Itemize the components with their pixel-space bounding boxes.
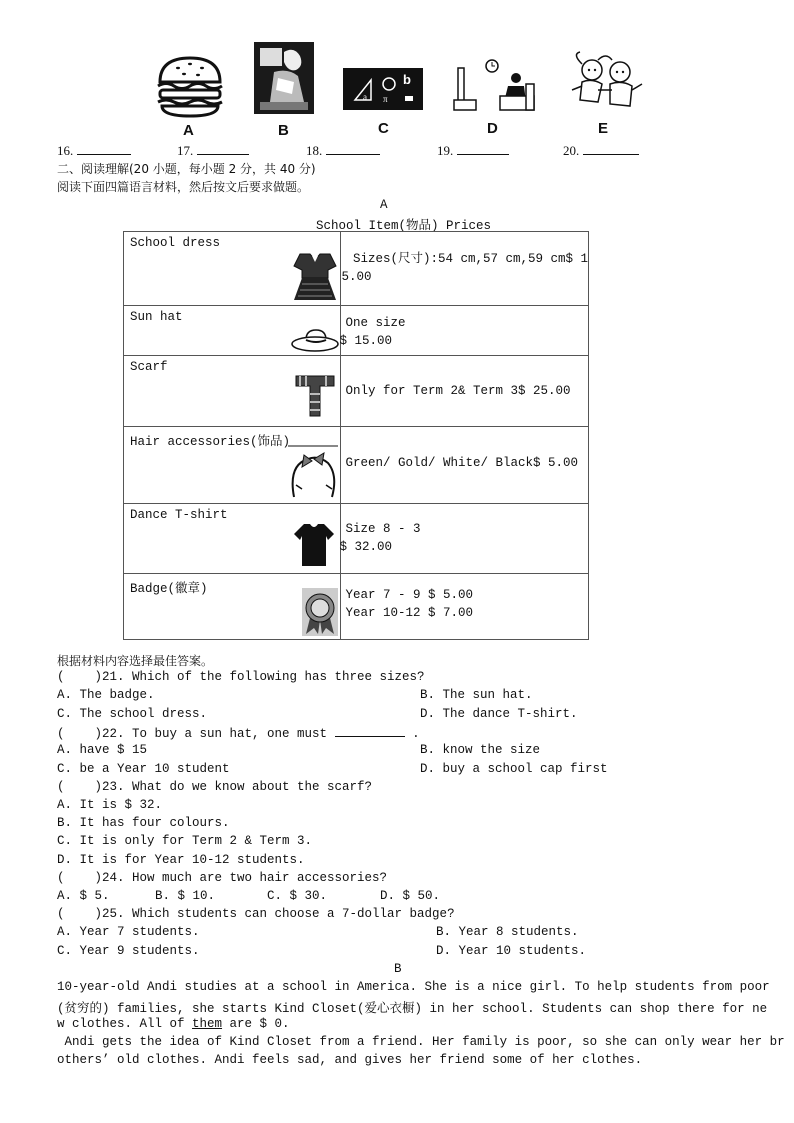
passage-a-letter: A [380, 198, 388, 212]
school-dress-icon [292, 252, 338, 302]
item-info-cell [341, 232, 589, 306]
item-name: Hair accessories(饰品) [130, 435, 291, 449]
option-23d[interactable]: D. It is for Year 10-12 students. [57, 853, 305, 867]
t-shirt-icon [294, 522, 334, 568]
option-23a[interactable]: A. It is $ 32. [57, 798, 163, 812]
underlined-word: them [192, 1017, 223, 1031]
svg-text:b: b [403, 72, 411, 87]
item-name: School dress [130, 236, 221, 250]
svg-text:a: a [363, 92, 367, 102]
option-25d[interactable]: D. Year 10 students. [436, 944, 587, 958]
item-name-cell [124, 306, 341, 356]
option-24d[interactable]: D. $ 50. [380, 889, 441, 903]
table-row [124, 574, 589, 640]
watching-tv-picture [452, 56, 538, 114]
option-25a[interactable]: A. Year 7 students. [57, 925, 200, 939]
option-22d[interactable]: D. buy a school cap first [420, 762, 608, 776]
answer-blank-17[interactable] [177, 143, 249, 159]
item-info-cell [341, 306, 589, 356]
section-title: 二、阅读理解(20 小题，每小题 2 分，共 40 分) [57, 162, 316, 176]
picture-letter-b: B [278, 122, 289, 139]
playing-children-picture [568, 50, 644, 112]
answer-blank-number: 17. [177, 143, 194, 158]
item-name: Dance T-shirt [130, 508, 228, 522]
answer-blank-number: 19. [437, 143, 454, 158]
answer-blank-19[interactable] [437, 143, 509, 159]
option-21c[interactable]: C. The school dress. [57, 707, 208, 721]
section-instruction: 阅读下面四篇语言材料，然后按文后要求做题。 [57, 180, 310, 194]
passage-b-line: others’ old clothes. Andi feels sad, and gives her friend some of her clothes. [57, 1053, 643, 1067]
item-name: Sun hat [130, 310, 183, 324]
passage-b-line: (贫穷的) families, she starts Kind Closet(爱心衣橱) in her school. Students can shop there for ne [57, 1002, 768, 1016]
option-24b[interactable]: B. $ 10. [155, 889, 216, 903]
item-info-cell [341, 356, 589, 427]
passage-b-line: Andi gets the idea of Kind Closet from a friend. Her family is poor, so she can only wear her br [57, 1035, 785, 1049]
question-25-stem: ( )25. Which students can choose a 7-dollar badge? [57, 907, 455, 921]
passage-b-line [57, 1017, 290, 1031]
item-info-cell [341, 574, 589, 640]
item-info-cell [341, 427, 589, 504]
picture-letter-d: D [487, 120, 498, 137]
answer-blank-18[interactable] [306, 143, 380, 159]
question-22-stem [57, 725, 420, 741]
table-row [124, 306, 589, 356]
table-row [124, 356, 589, 427]
picture-letter-c: C [378, 120, 389, 137]
picture-letter-a: A [183, 122, 194, 139]
question-24-stem: ( )24. How much are two hair accessories? [57, 871, 388, 885]
item-name-cell [124, 427, 341, 504]
item-info-line: $ 32.00 [339, 540, 392, 554]
table-row [124, 504, 589, 574]
question-22-text: ( )22. To buy a sun hat, one must [57, 727, 328, 741]
table-row [124, 232, 589, 306]
option-23c[interactable]: C. It is only for Term 2 & Term 3. [57, 834, 313, 848]
option-23b[interactable]: B. It has four colours. [57, 816, 230, 830]
option-21d[interactable]: D. The dance T-shirt. [420, 707, 578, 721]
answer-blank-16[interactable] [57, 143, 131, 159]
blackboard-picture [343, 68, 423, 110]
question-21-stem: ( )21. Which of the following has three sizes? [57, 670, 425, 684]
passage-b-line-text: w clothes. All of [57, 1017, 193, 1031]
item-name-cell [124, 504, 341, 574]
option-22a[interactable]: A. have $ 15 [57, 743, 148, 757]
reading-man-picture [254, 42, 314, 114]
item-info-line: Sizes(尺寸):54 cm,57 cm,59 cm$ 1 [345, 252, 588, 266]
item-name-cell [124, 232, 341, 306]
option-24c[interactable]: C. $ 30. [267, 889, 328, 903]
sun-hat-icon [290, 326, 340, 354]
answer-blank-number: 20. [563, 143, 580, 158]
item-name: Badge(徽章) [130, 582, 208, 596]
badge-icon [302, 588, 338, 636]
answer-blank-number: 16. [57, 143, 74, 158]
item-info-line: One size [345, 316, 406, 330]
passage-b-line-tail: are $ 0. [222, 1017, 290, 1031]
table-row [124, 427, 589, 504]
item-info-line: Size 8 - 3 [345, 522, 421, 536]
answer-blank-20[interactable] [563, 143, 639, 159]
price-table [123, 231, 589, 640]
option-22c[interactable]: C. be a Year 10 student [57, 762, 230, 776]
hamburger-picture [154, 54, 226, 118]
question-22-blank[interactable] [335, 725, 405, 737]
item-info-line: Year 10-12 $ 7.00 [345, 606, 473, 620]
option-24a[interactable]: A. $ 5. [57, 889, 110, 903]
svg-text:π: π [383, 94, 388, 104]
item-name-cell [124, 574, 341, 640]
item-name-cell [124, 356, 341, 427]
question-22-tail: . [404, 727, 420, 741]
passage-a-instruction: 根据材料内容选择最佳答案。 [57, 654, 214, 668]
item-info-line: Green/ Gold/ White/ Black$ 5.00 [345, 456, 578, 470]
question-23-stem: ( )23. What do we know about the scarf? [57, 780, 373, 794]
passage-b-letter: B [394, 962, 402, 976]
option-22b[interactable]: B. know the size [420, 743, 541, 757]
passage-b-line: 10-year-old Andi studies at a school in America. She is a nice girl. To help students from poor [57, 980, 770, 994]
hair-accessory-icon [288, 445, 338, 501]
option-25b[interactable]: B. Year 8 students. [436, 925, 579, 939]
option-21a[interactable]: A. The badge. [57, 688, 155, 702]
item-info-line: Year 7 - 9 $ 5.00 [345, 588, 473, 602]
answer-blank-number: 18. [306, 143, 323, 158]
item-name: Scarf [130, 360, 168, 374]
price-table-title: School Item(物品) Prices [316, 219, 492, 233]
item-info-line: Only for Term 2& Term 3$ 25.00 [345, 384, 571, 398]
scarf-icon [292, 372, 338, 420]
item-info-line: 5.00 [341, 270, 372, 284]
item-info-cell [341, 504, 589, 574]
option-25c[interactable]: C. Year 9 students. [57, 944, 200, 958]
option-21b[interactable]: B. The sun hat. [420, 688, 533, 702]
picture-letter-e: E [598, 120, 609, 137]
item-info-line: $ 15.00 [339, 334, 392, 348]
